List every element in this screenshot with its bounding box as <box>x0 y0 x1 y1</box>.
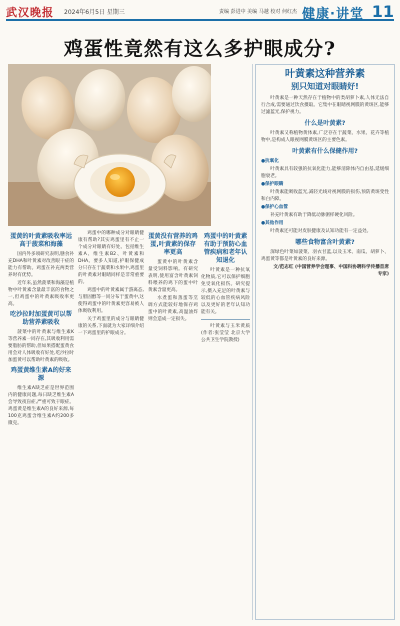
mid-section-2-title: 鸡蛋中的叶黄素有助于预防心血管疾病和老年认知退化 <box>203 233 248 264</box>
sidebar-intro: 叶黄素是一种天然存在于植物中的类胡萝卜素,人体无法自行合成,需要通过饮食摄取。它集中在眼睛视网膜的黄斑区,能够过滤蓝光,保护视力。 <box>261 96 389 115</box>
benefit-1-head: ●抗氧化 <box>261 159 279 164</box>
benefit-1-text: 叶黄素具有较强的抗氧化能力,能够清除体内自由基,延缓细胞衰老。 <box>261 167 389 179</box>
egg-illustration <box>8 64 211 226</box>
sidebar-divider <box>252 64 253 620</box>
page-number: 11 <box>371 2 394 21</box>
mid-section-1-p1: 蛋黄中的叶黄素含量受饲料影响。有研究表明,使用富含叶黄素饲料喂养的鸡下的蛋中叶黄素含量更高。 <box>148 260 198 293</box>
third-column <box>148 230 198 620</box>
benefit-2-head: ●保护眼睛 <box>261 182 284 187</box>
fourth-column <box>201 230 250 620</box>
sidebar-foods: 深绿色叶菜如菠菜、羽衣甘蓝,以及玉米、南瓜、胡萝卜、鸡蛋黄等都是叶黄素的良好来源。 <box>261 250 389 262</box>
left-section-1-p2: 近年来,虽然菠菜和海藻是植物中叶黄素含量最丰富的食物之一,但鸡蛋中的叶黄素吸收率更高。 <box>8 281 74 307</box>
editors-credit: 责编 彭进中 美编 马越 校对 何红杰 <box>219 9 297 15</box>
sidebar-subtitle: 别只知道对眼睛好! <box>291 82 359 91</box>
benefit-4-head: ●其他作用 <box>261 221 284 226</box>
benefit-4-text: 叶黄素还可能对皮肤健康及认知功能有一定益处。 <box>270 229 372 234</box>
left-column <box>8 230 74 620</box>
benefit-2-text: 叶黄素能吸收蓝光,减轻光线对视网膜的损伤,预防黄斑变性和白内障。 <box>261 190 389 202</box>
intro-p1: 鸡蛋中的哪种成分对眼睛健康有帮助?其实鸡蛋里有不止一个成分对眼睛有好处。包括维生素A、维生素B2、叶黄素和DHA。要多人知道,护眼保健成分只存在于蔬菜和水果中,鸡蛋里的叶黄素对眼睛同样是非常重要的。 <box>78 231 144 285</box>
intro-p3: 关于鸡蛋里的成分与眼睛健康的关系,下面就为大家详细介绍一下鸡蛋里的护眼成分。 <box>78 317 144 336</box>
sidebar-box <box>255 64 395 620</box>
sidebar-title: 叶黄素这种营养素 <box>285 69 365 80</box>
masthead <box>6 4 394 21</box>
issue-date: 2024年6月5日 星期三 <box>64 9 125 16</box>
benefit-3-head: ●保护心血管 <box>261 205 288 210</box>
newspaper-logo: 武汉晚报 <box>6 6 54 19</box>
left-section-2-p1: 菠菜中的叶黄素与维生素K等营养素一同存在,其吸收利用需要脂肪的帮助,但如果搭配蛋黄食用会对人体吸收有好处,吃沙拉时加蛋黄可以帮助叶黄素的吸收。 <box>8 330 74 363</box>
mid-section-2-p1: 叶黄素是一种抗氧化物质,它可以保护细胞免受氧化损伤。研究提示,摄入充足的叶黄素与较低的心血管疾病风险以及更好的老年认知功能有关。 <box>201 268 250 315</box>
photo-side-column <box>214 64 250 226</box>
left-section-1-p1: 国内外多项研究表明,膳食补充DHA和叶黄素对改善眼干症的能力有帮助。鸡蛋在补充两类营养时有优势。 <box>8 252 74 278</box>
intro-p2: 鸡蛋中的叶黄素属于游离态,与胆固醇等一同分布于蛋黄中,这使得鸡蛋中的叶黄素更容易被人体吸收利用。 <box>78 288 144 314</box>
sidebar-byline: 文/范志红 (中国营养学会理事、中国科协聘科学传播首席专家) <box>273 265 389 277</box>
sidebar-q1-body: 叶黄素又称植物黄体素,广泛存在于蔬菜、水果、花卉等植物中,是构成人眼视网膜黄斑区的主要色素。 <box>261 131 389 143</box>
left-section-3-title: 鸡蛋黄维生素A的好来源 <box>10 367 72 382</box>
section-title: 健康·讲堂 <box>302 7 364 22</box>
mid-section-1-title: 蛋黄没有营养的鸡蛋,叶黄素的保存率更高 <box>148 233 198 256</box>
sidebar-q2: 叶黄素有什么保健作用? <box>292 148 358 155</box>
sidebar-body <box>261 95 389 278</box>
benefit-3-text: 补充叶黄素有助于降低动脉粥样硬化风险。 <box>270 213 358 218</box>
main-headline: 鸡蛋性竟然有这么多护眼成分? <box>63 38 337 60</box>
left-section-2-title: 吃沙拉时加蛋黄可以帮助营养素吸收 <box>10 311 72 326</box>
left-section-3-p1: 维生素A缺乏症是世界范围内的健康问题,每日缺乏维生素A会导致夜盲症,严重可致干眼症。鸡蛋黄是维生素A的良好来源,每100克鸡蛋含维生素A约200多微克。 <box>8 386 74 426</box>
divider <box>201 319 250 320</box>
sidebar-q3: 哪些食物富含叶黄素? <box>295 239 355 246</box>
left-section-1-title: 蛋黄的叶黄素吸收率远高于菠菜和海藻 <box>10 233 72 248</box>
mid-section-1-p2: 水煮蛋和蒸蛋等烹调方式能较好地保存鸡蛋中的叶黄素,高温油炸则会造成一定损失。 <box>148 296 198 322</box>
sidebar-q1: 什么是叶黄素? <box>304 120 346 127</box>
egg-photo <box>8 64 211 226</box>
bottom-byline: 叶黄素与玉米黄质(作者:张莹莹 北京大学公共卫生学院教授) <box>201 324 250 343</box>
second-column <box>78 230 144 620</box>
